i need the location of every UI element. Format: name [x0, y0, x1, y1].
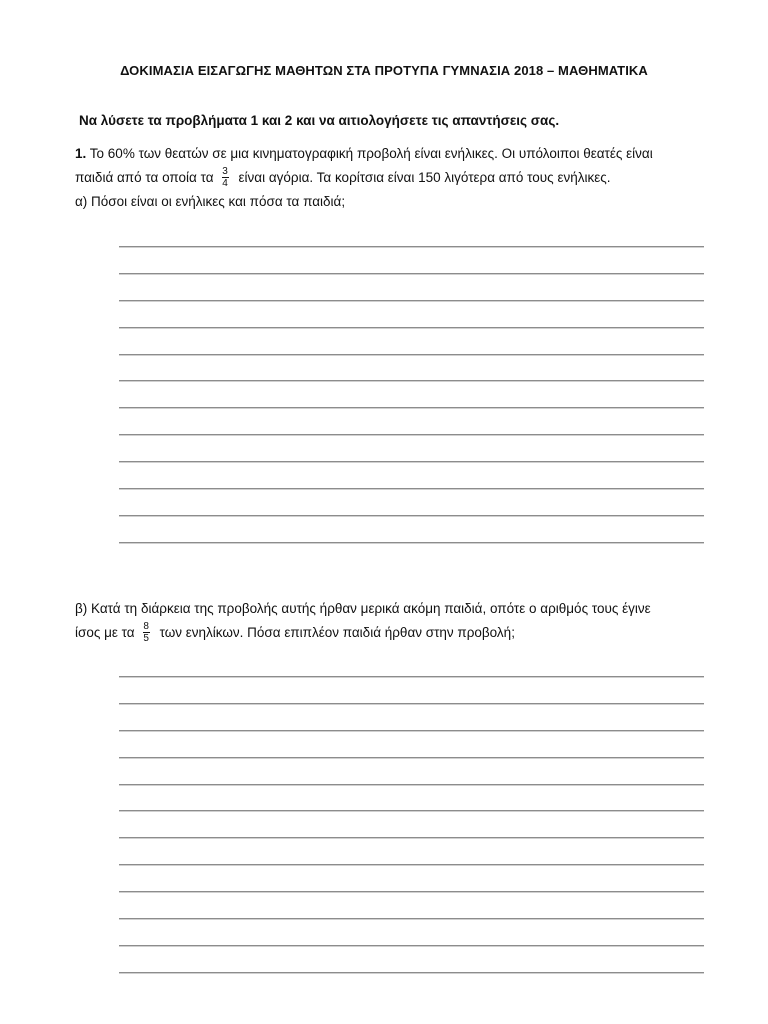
- answer-line[interactable]: [119, 810, 704, 812]
- answer-line[interactable]: [119, 407, 704, 409]
- fraction-three-quarters: [222, 166, 229, 189]
- answer-line[interactable]: [119, 327, 704, 329]
- answer-line[interactable]: [119, 434, 704, 436]
- answer-line[interactable]: [119, 891, 704, 893]
- problem-1: [75, 142, 707, 214]
- problem-1-text-1: [75, 142, 653, 166]
- question-b-before: ίσος με τα: [75, 625, 135, 640]
- problem-1b-line-2: [75, 621, 707, 645]
- answer-line[interactable]: [119, 380, 704, 382]
- fraction-eight-fifths: [143, 621, 150, 644]
- question-b-text-1: β) Κατά τη διάρκεια της προβολής αυτής ήρθαν μερικά ακόμη παιδιά, οπότε ο αριθμός τους έγινε: [75, 601, 651, 616]
- fraction-numerator: 8: [143, 620, 149, 632]
- answer-line[interactable]: [119, 784, 704, 786]
- answer-line[interactable]: [119, 515, 704, 517]
- fraction-denominator: 5: [143, 632, 149, 644]
- question-b-after: των ενηλίκων. Πόσα επιπλέον παιδιά ήρθαν στην προβολή;: [159, 625, 515, 640]
- instructions-text: Να λύσετε τα προβλήματα 1 και 2 και να αιτιολογήσετε τις απαντήσεις σας.: [79, 113, 560, 128]
- answer-line[interactable]: [119, 354, 704, 356]
- problem-1b: [75, 597, 707, 645]
- answer-line[interactable]: [119, 461, 704, 463]
- problem-1-line-2-after: είναι αγόρια. Τα κορίτσια είναι 150 λιγότερα από τους ενήλικες.: [238, 170, 611, 185]
- answer-line[interactable]: [119, 676, 704, 678]
- answer-line[interactable]: [119, 972, 704, 974]
- problem-1-line-2: [75, 166, 707, 190]
- answer-line[interactable]: [119, 945, 704, 947]
- answer-line[interactable]: [119, 864, 704, 866]
- answer-lines-a[interactable]: [119, 246, 704, 569]
- question-a-text: α) Πόσοι είναι οι ενήλικες και πόσα τα παιδιά;: [75, 194, 346, 209]
- problem-number: 1.: [75, 146, 87, 161]
- answer-line[interactable]: [119, 837, 704, 839]
- answer-line[interactable]: [119, 300, 704, 302]
- exam-title: ΔΟΚΙΜΑΣΙΑ ΕΙΣΑΓΩΓΗΣ ΜΑΘΗΤΩΝ ΣΤΑ ΠΡΟΤΥΠΑ ΓΥΜΝΑΣΙΑ 2018 – ΜΑΘΗΜΑΤΙΚΑ: [120, 63, 648, 78]
- answer-lines-b[interactable]: [119, 676, 704, 999]
- fraction-numerator: 3: [222, 165, 228, 177]
- problem-1-question-a: [75, 190, 707, 214]
- answer-line[interactable]: [119, 757, 704, 759]
- fraction-denominator: 4: [222, 177, 228, 189]
- answer-line[interactable]: [119, 918, 704, 920]
- problem-1b-line-1: [75, 597, 707, 621]
- answer-line[interactable]: [119, 273, 704, 275]
- answer-line[interactable]: [119, 488, 704, 490]
- answer-line[interactable]: [119, 246, 704, 248]
- problem-1-statement: Το 60% των θεατών σε μια κινηματογραφική προβολή είναι ενήλικες. Οι υπόλοιποι θεατές είναι: [89, 146, 653, 161]
- answer-line[interactable]: [119, 542, 704, 544]
- answer-line[interactable]: [119, 703, 704, 705]
- problem-1-line-1: [75, 142, 707, 166]
- answer-line[interactable]: [119, 730, 704, 732]
- problem-1-line-2-before: παιδιά από τα οποία τα: [75, 170, 214, 185]
